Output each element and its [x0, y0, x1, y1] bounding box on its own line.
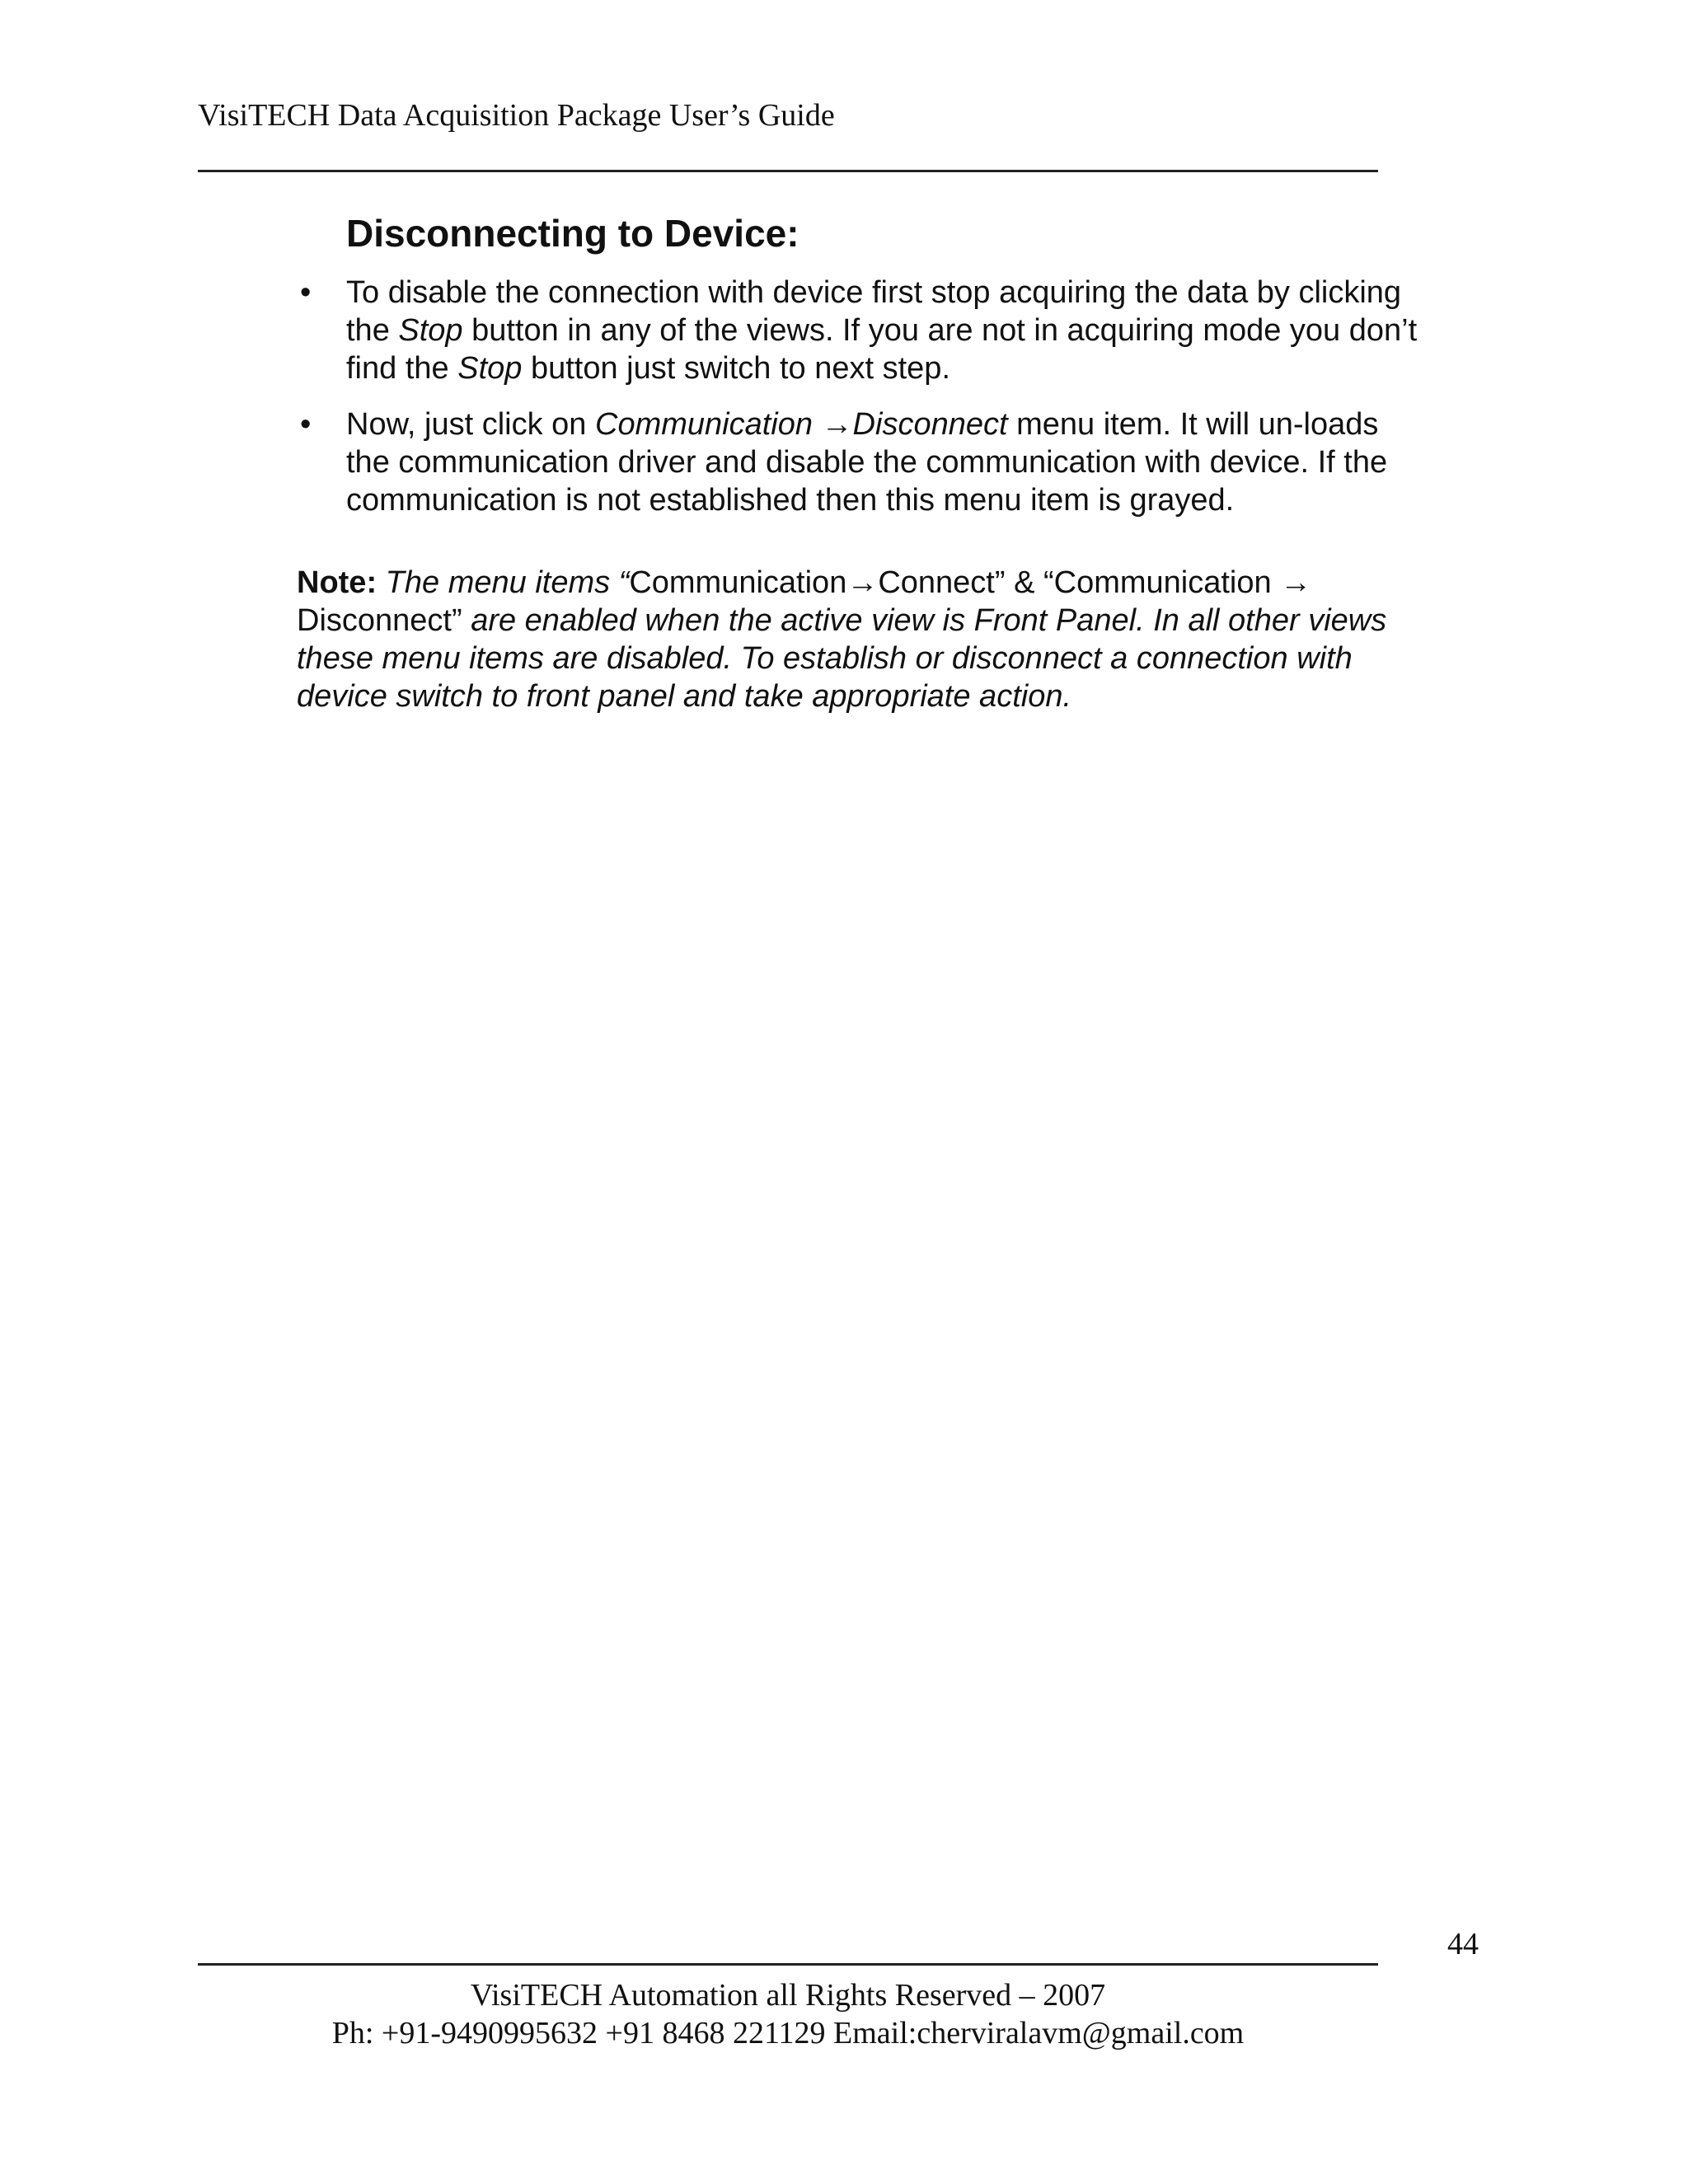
stop-term: Stop [398, 313, 463, 348]
page-number: 44 [1447, 1927, 1479, 1961]
header-divider [198, 170, 1378, 172]
bullet-line: communication is not established then this menu item is grayed. [346, 483, 1235, 518]
bullet-line: the communication driver and disable the communication with device. If the [346, 445, 1388, 480]
bullet-item-stop [297, 274, 1492, 387]
section-heading: Disconnecting to Device: [346, 212, 799, 255]
bullet-list [297, 274, 1492, 537]
note-paragraph [297, 564, 1492, 715]
note-label: Note: [297, 565, 377, 600]
bullet-line: the Stop button in any of the views. If you are not in acquiring mode you don’t [346, 313, 1418, 348]
footer [198, 1976, 1378, 2052]
bullet-line: find the Stop button just switch to next step. [346, 351, 950, 386]
header-title: VisiTECH Data Acquisition Package User’s Guide [198, 98, 835, 133]
menu-path-term: Communication →Disconnect [595, 407, 1008, 442]
bullet-icon: • [300, 275, 312, 310]
footer-copyright: VisiTECH Automation all Rights Reserved – 2007 [470, 1978, 1106, 2013]
footer-divider [198, 1963, 1378, 1966]
note-line: Disconnect” are enabled when the active view is Front Panel. In all other views [297, 603, 1387, 638]
note-line: these menu items are disabled. To establish or disconnect a connection with [297, 641, 1353, 676]
note-line: Note: The menu items “Communication→Connect” & “Communication → [297, 565, 1312, 600]
stop-term: Stop [457, 351, 523, 386]
bullet-item-disconnect [297, 405, 1492, 519]
bullet-line: To disable the connection with device first stop acquiring the data by clicking [346, 275, 1402, 310]
bullet-icon: • [300, 407, 312, 442]
footer-contact: Ph: +91-9490995632 +91 8468 221129 Email:cherviralavm@gmail.com [331, 2016, 1245, 2050]
note-line: device switch to front panel and take appropriate action. [297, 679, 1072, 714]
bullet-line: Now, just click on Communication →Disconnect menu item. It will un-loads [346, 407, 1379, 442]
